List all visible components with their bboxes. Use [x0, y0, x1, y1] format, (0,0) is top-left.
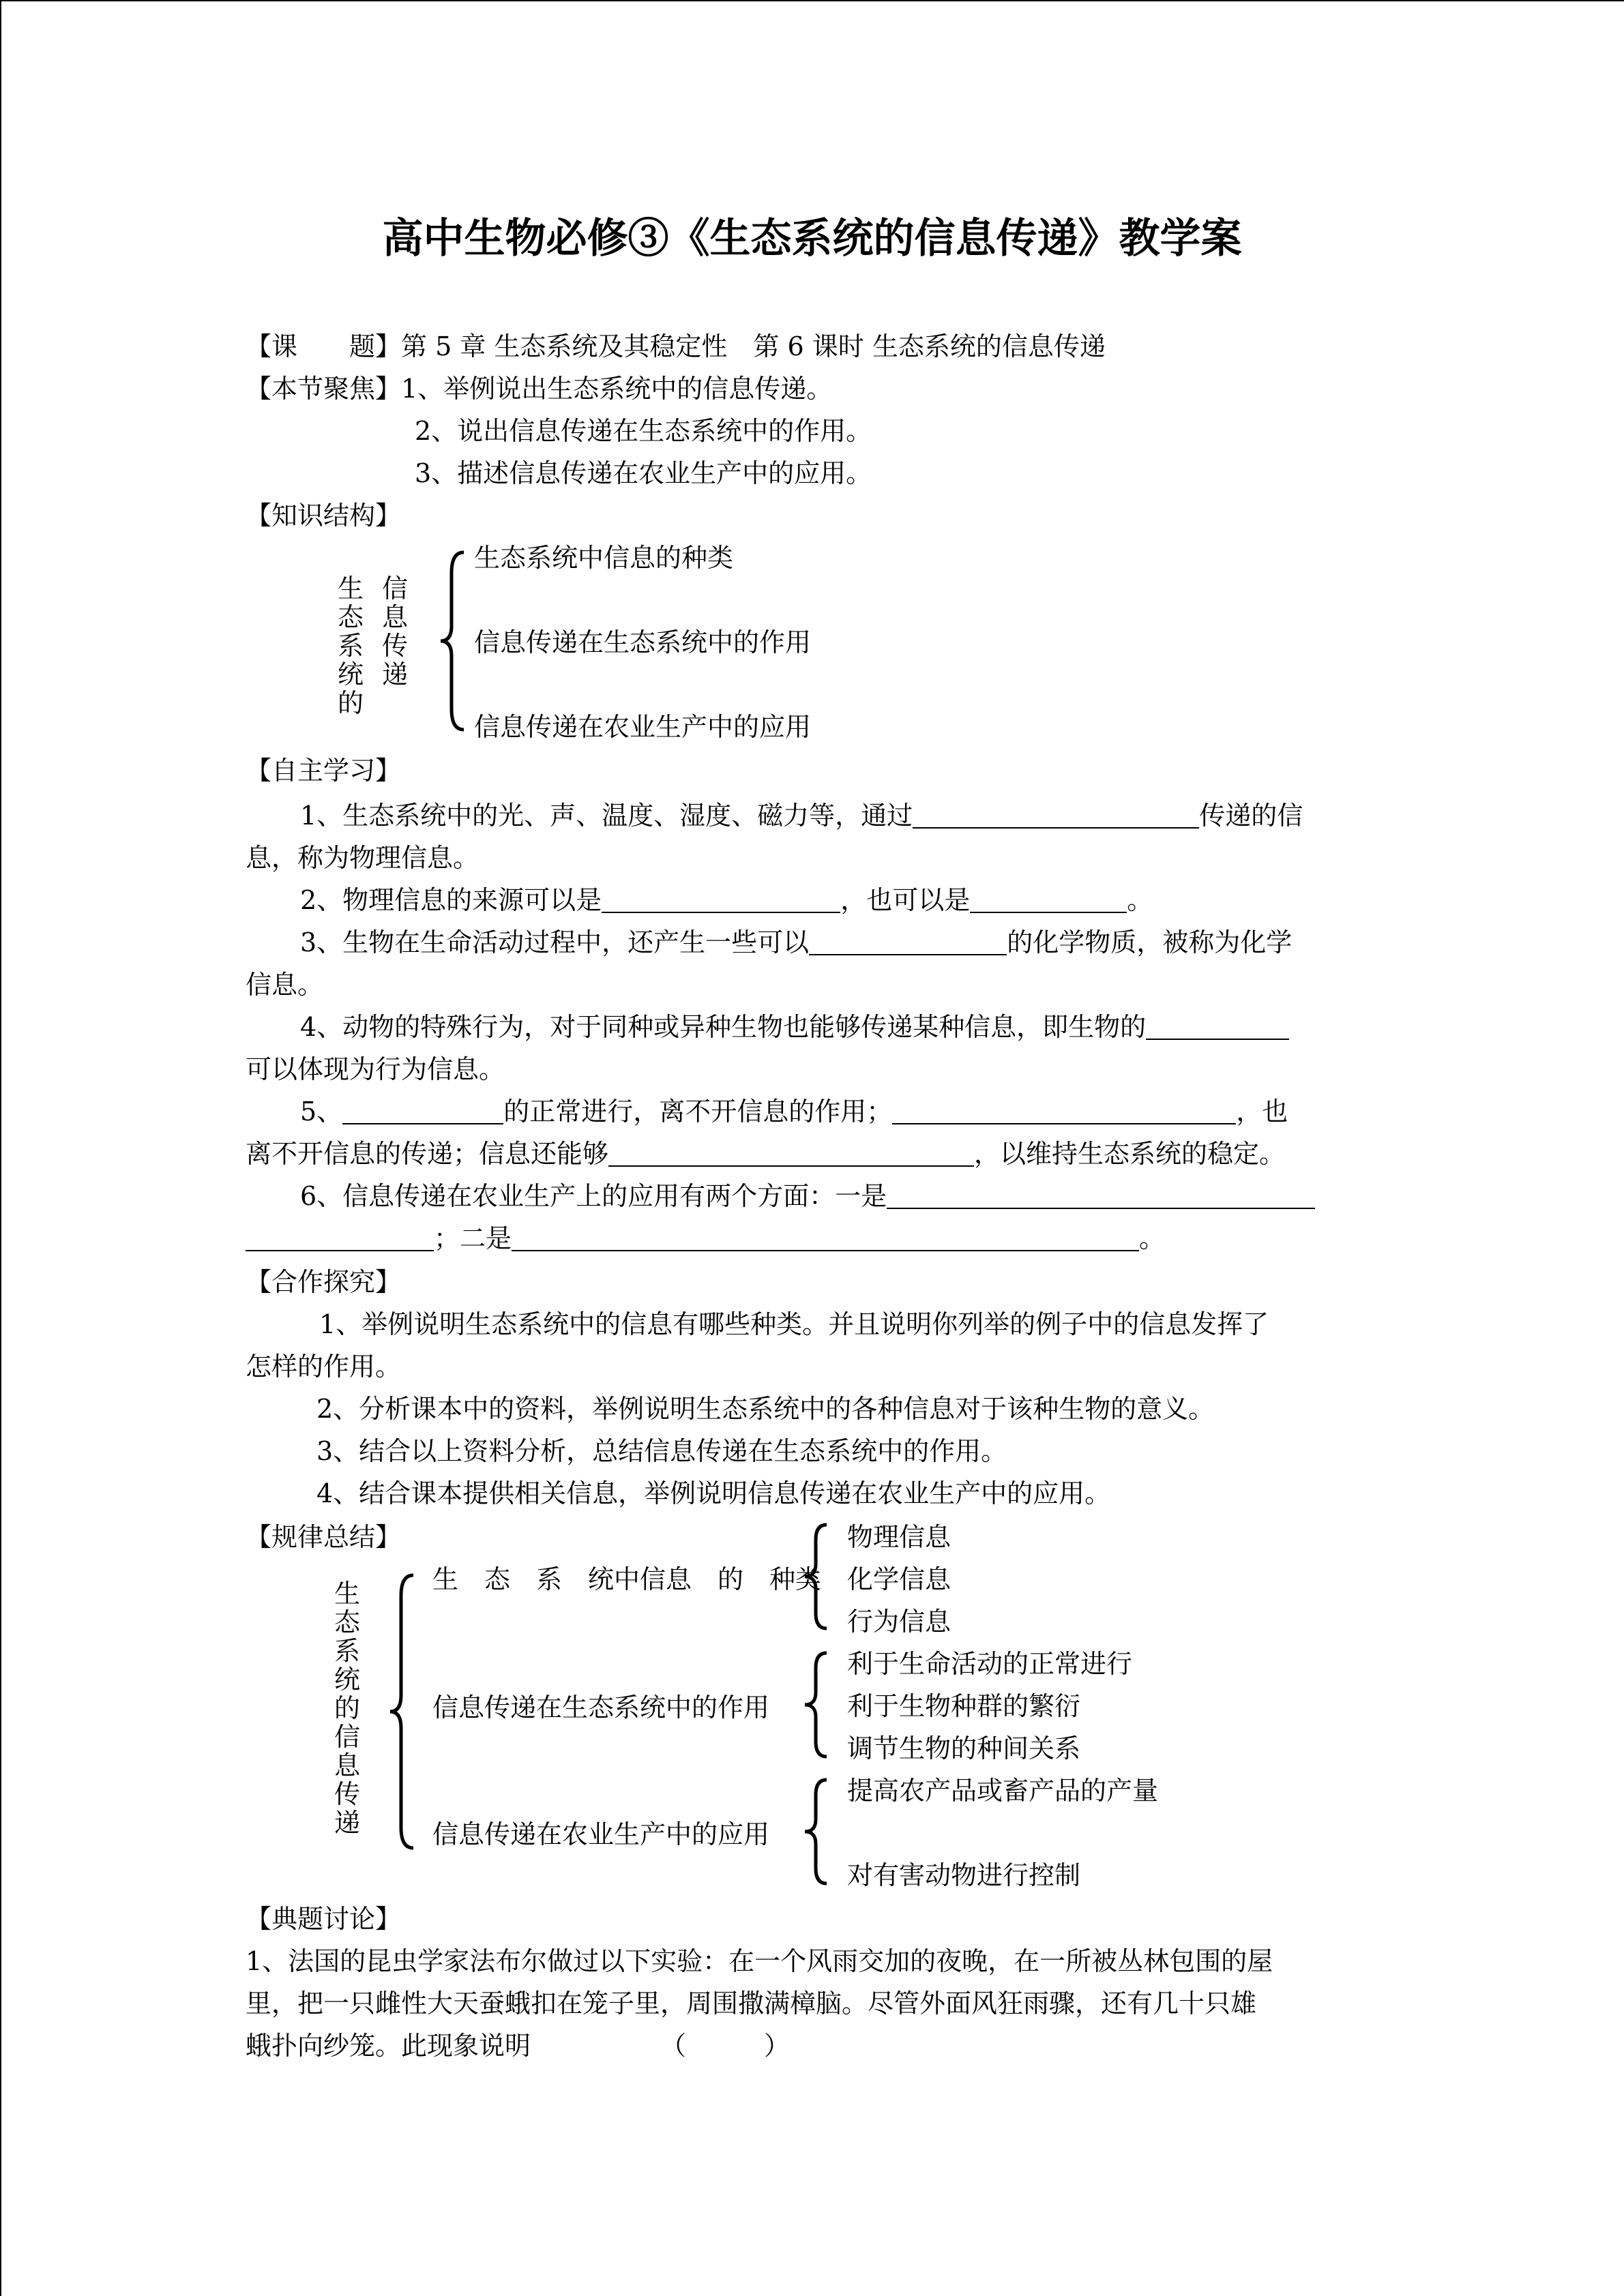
discussion-line-2: 里，把一只雌性大天蚕蛾扣在笼子里，周围撒满樟脑。尽管外面风狂雨骤，还有几十只雄	[246, 1988, 1257, 2018]
knowledge-structure-heading: 【知识结构】	[246, 501, 402, 531]
summary-group2-label: 信息传递在生态系统中的作用	[432, 1693, 770, 1723]
q5-num: 5、	[300, 1097, 343, 1127]
root-char: 态	[334, 1607, 361, 1637]
self-study-q6-line2	[246, 1218, 1165, 1259]
q6-blank-1[interactable]	[887, 1180, 1315, 1209]
discussion-line-1: 1、法国的昆虫学家法布尔做过以下实验：在一个风雨交加的夜晚，在一所被丛林包围的屋	[246, 1946, 1273, 1976]
focus-item-1: 1、举例说出生态系统中的信息传递。	[401, 374, 833, 404]
root-char: 递	[334, 1808, 361, 1838]
structure-branch-2: 信息传递在生态系统中的作用	[474, 627, 812, 657]
cooperative-q1-line2: 怎样的作用。	[246, 1352, 402, 1382]
q1-text: 1、生态系统中的光、声、温度、湿度、磁力等，通过	[300, 801, 913, 831]
q5-blank-1[interactable]	[342, 1096, 503, 1124]
q5-blank-2[interactable]	[892, 1096, 1236, 1124]
cooperative-q3: 3、结合以上资料分析，总结信息传递在生态系统中的作用。	[316, 1436, 1007, 1466]
answer-parentheses[interactable]: （ ）	[660, 2031, 791, 2061]
q2-blank-1[interactable]	[602, 884, 840, 913]
summary-heading: 【规律总结】	[246, 1522, 402, 1552]
q2-text: 2、物理信息的来源可以是	[300, 885, 602, 915]
root-char: 息	[334, 1750, 361, 1780]
root-char: 息	[382, 602, 409, 632]
page-title: 高中生物必修③《生态系统的信息传递》教学案	[382, 215, 1242, 263]
root-char: 信	[382, 573, 409, 603]
discussion-question-text: 蛾扑向纱笼。此现象说明	[246, 2031, 531, 2061]
cooperative-q4: 4、结合课本提供相关信息，举例说明信息传递在农业生产中的应用。	[316, 1478, 1111, 1508]
root-char: 的	[338, 688, 364, 718]
self-study-q1-line1	[300, 795, 1303, 836]
root-char: 递	[382, 659, 409, 689]
self-study-q3-line2: 信息。	[246, 970, 324, 1000]
structure-root-col2	[382, 574, 408, 689]
root-char: 系	[334, 1636, 361, 1666]
summary-group2-item-3: 调节生物的种间关系	[847, 1733, 1081, 1763]
focus-label: 【本节聚焦】	[246, 374, 402, 404]
root-char: 统	[334, 1665, 361, 1695]
structure-branch-3: 信息传递在农业生产中的应用	[474, 712, 812, 742]
q1-blank[interactable]	[913, 800, 1199, 829]
summary-group1-item-2: 化学信息	[847, 1564, 951, 1594]
q5-text: 的正常进行，离不开信息的作用；	[503, 1097, 893, 1127]
q6-text: 6、信息传递在农业生产上的应用有两个方面：一是	[300, 1181, 887, 1211]
focus-line-1	[246, 368, 832, 409]
q5-text-2: 离不开信息的传递；信息还能够	[246, 1139, 609, 1169]
self-study-q3-line1	[300, 922, 1292, 963]
cooperative-q1-line1: 1、举例说明生态系统中的信息有哪些种类。并且说明你列举的例子中的信息发挥了	[319, 1309, 1269, 1339]
summary-group1-item-1: 物理信息	[847, 1522, 951, 1552]
q1-text-end: 传递的信	[1199, 801, 1303, 831]
root-char: 生	[338, 573, 364, 603]
structure-root-col1	[338, 574, 364, 717]
topic-line	[246, 326, 1106, 367]
summary-main-brace	[386, 1568, 420, 1855]
q6-blank-2[interactable]	[512, 1223, 1139, 1251]
q3-text-end: 的化学物质，被称为化学	[1007, 927, 1293, 957]
summary-group3-label: 信息传递在农业生产中的应用	[432, 1819, 770, 1849]
summary-group1-item-3: 行为信息	[847, 1607, 951, 1637]
summary-group2-brace	[799, 1648, 833, 1763]
summary-group3-item-1: 提高农产品或畜产品的产量	[847, 1776, 1159, 1806]
root-char: 态	[338, 602, 364, 632]
discussion-heading: 【典题讨论】	[246, 1904, 402, 1934]
topic-label: 【课 题】	[246, 331, 402, 361]
discussion-line-3	[246, 2025, 790, 2066]
structure-brace	[437, 546, 471, 736]
root-char: 的	[334, 1693, 361, 1723]
q6-text-2: ；二是	[434, 1223, 512, 1253]
q5-blank-3[interactable]	[608, 1138, 974, 1167]
self-study-q4-line2: 可以体现为行为信息。	[246, 1054, 505, 1084]
q3-text: 3、生物在生命活动过程中，还产生一些可以	[300, 927, 810, 957]
q2-text-mid: ，也可以是	[840, 885, 971, 915]
topic-value: 第 5 章 生态系统及其稳定性 第 6 课时 生态系统的信息传递	[401, 331, 1106, 361]
q5-text-end: ，也	[1236, 1097, 1288, 1127]
self-study-q5-line2	[246, 1133, 1285, 1174]
self-study-heading: 【自主学习】	[246, 756, 402, 786]
summary-group1-brace	[799, 1519, 833, 1635]
focus-item-3: 3、描述信息传递在农业生产中的应用。	[415, 458, 872, 488]
q6-text-end: 。	[1139, 1223, 1166, 1253]
cooperative-q2: 2、分析课本中的资料，举例说明生态系统中的各种信息对于该种生物的意义。	[316, 1394, 1215, 1424]
structure-branch-1: 生态系统中信息的种类	[474, 543, 734, 573]
summary-group3-brace	[799, 1774, 833, 1890]
self-study-q1-line2: 息，称为物理信息。	[246, 843, 479, 873]
root-char: 系	[338, 631, 364, 661]
summary-group1-label: 生 态 系 统中信息 的 种类	[432, 1564, 822, 1594]
root-char: 传	[382, 631, 409, 661]
root-char: 传	[334, 1779, 361, 1809]
summary-group2-item-1: 利于生命活动的正常进行	[847, 1649, 1133, 1679]
root-char: 生	[334, 1579, 361, 1609]
summary-root	[334, 1579, 360, 1837]
q4-blank[interactable]	[1146, 1011, 1289, 1040]
self-study-q5-line1	[300, 1091, 1288, 1132]
focus-item-2: 2、说出信息传递在生态系统中的作用。	[415, 416, 872, 446]
summary-group3-item-2: 对有害动物进行控制	[847, 1860, 1081, 1890]
q4-text: 4、动物的特殊行为，对于同种或异种生物也能够传递某种信息，即生物的	[300, 1012, 1147, 1042]
summary-group2-item-2: 利于生物种群的繁衍	[847, 1691, 1081, 1721]
q2-blank-2[interactable]	[970, 884, 1127, 913]
self-study-q4-line1	[300, 1007, 1289, 1047]
q2-text-end: 。	[1127, 885, 1153, 915]
self-study-q2	[300, 880, 1153, 921]
q6-blank-1-cont[interactable]	[246, 1223, 434, 1251]
q3-blank[interactable]	[809, 927, 1007, 955]
q5-text-3: ，以维持生态系统的稳定。	[974, 1139, 1286, 1169]
root-char: 信	[334, 1722, 361, 1752]
root-char: 统	[338, 659, 364, 689]
cooperative-heading: 【合作探究】	[246, 1267, 402, 1297]
self-study-q6-line1	[300, 1176, 1315, 1217]
